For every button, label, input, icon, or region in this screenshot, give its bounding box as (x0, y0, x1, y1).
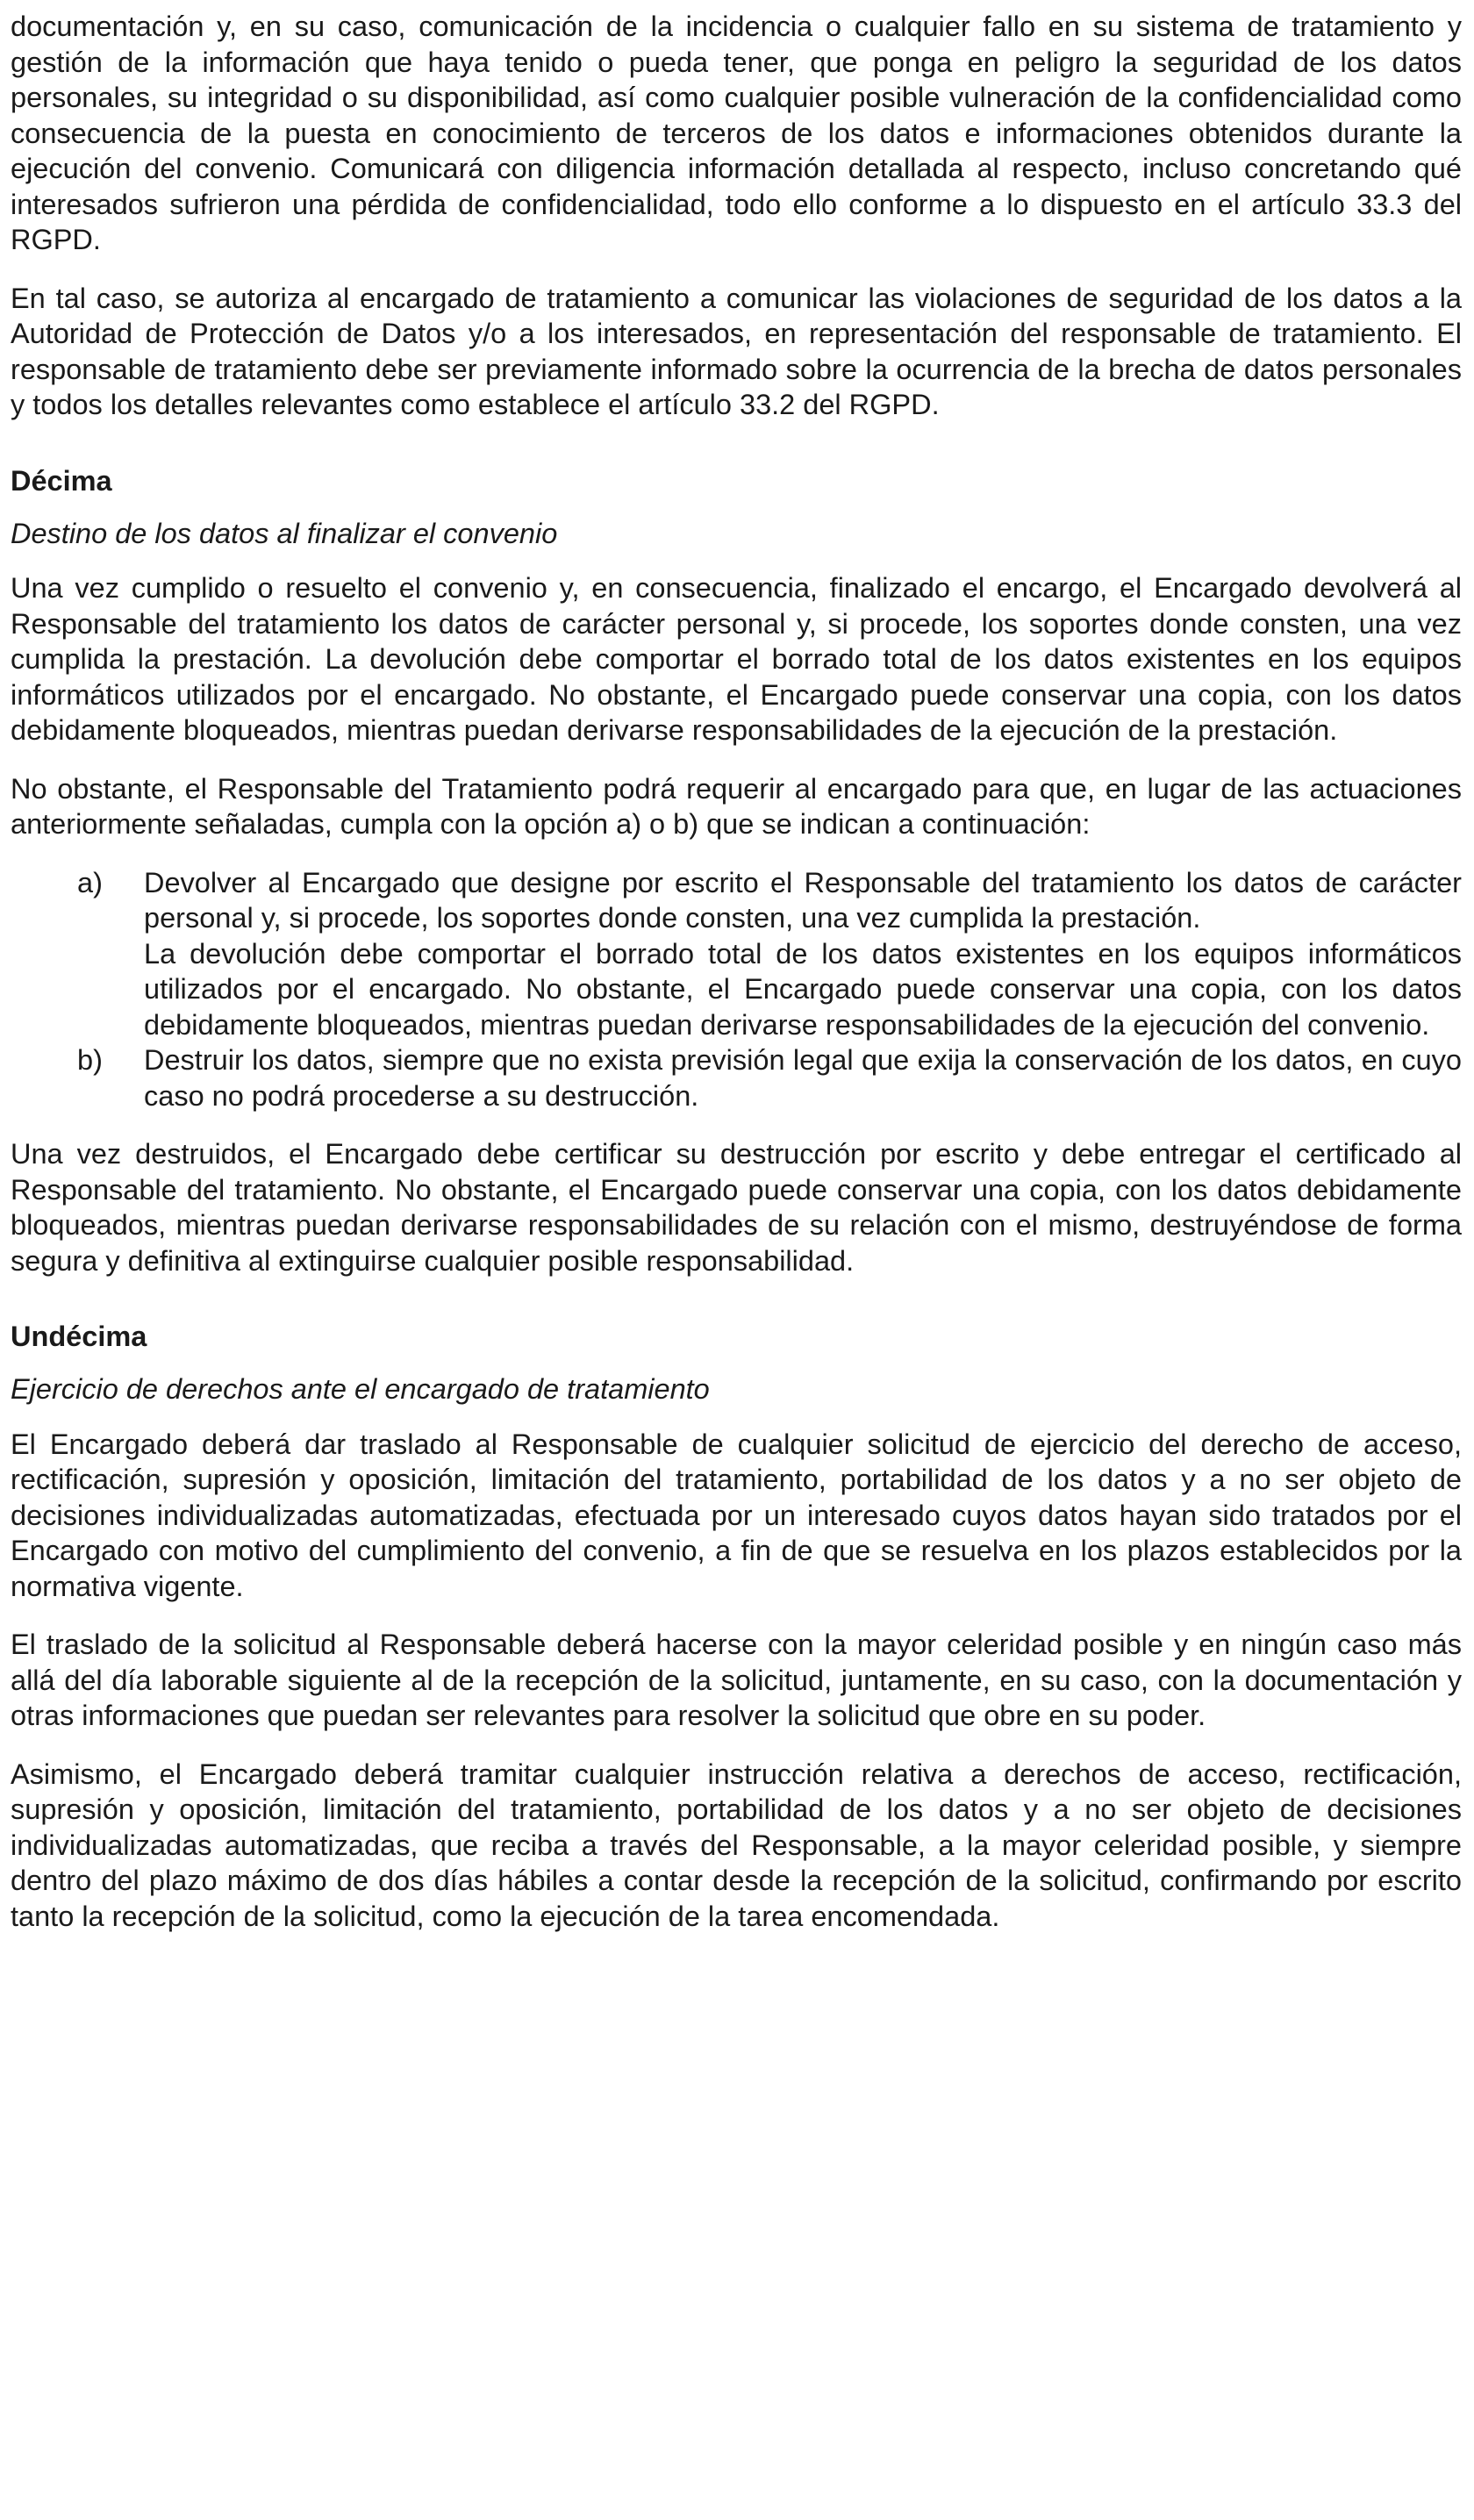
section-heading-undecima: Undécima (11, 1321, 147, 1352)
list-label: b) (77, 1044, 103, 1076)
list-text: La devolución debe comportar el borrado total de los datos existentes en los equipos informáticos utilizados por el encargado. No obstante, el Encargado puede conservar una copia, con los datos debidamente bloqueados, mientras puedan derivarse responsabilidades de la ejecución del convenio. (144, 937, 1462, 1041)
list-text: Devolver al Encargado que designe por escrito el Responsable del tratamiento los datos de carácter personal y, si procede, los soportes donde consten, una vez cumplida la prestación. (144, 866, 1462, 934)
section-subtitle: Ejercicio de derechos ante el encargado de tratamiento (11, 1373, 710, 1405)
paragraph: El traslado de la solicitud al Responsable deberá hacerse con la mayor celeridad posible y en ningún caso más allá del día laborable siguiente al de la recepción de la solicitud, juntamente, en su caso, con la documentación y otras informaciones que puedan ser relevantes para resolver la solicitud que obre en su poder. (11, 1629, 1462, 1731)
paragraph: No obstante, el Responsable del Tratamiento podrá requerir al encargado para que, en lugar de las actuaciones anteriormente señaladas, cumpla con la opción a) o b) que se indican a continuación: (11, 772, 1462, 840)
list-item (11, 1042, 1462, 1113)
section-subtitle: Destino de los datos al finalizar el convenio (11, 517, 558, 549)
paragraph: Asimismo, el Encargado deberá tramitar cualquier instrucción relativa a derechos de acceso, rectificación, supresión y oposición, limitación del tratamiento, portabilidad de los datos y a no ser objeto de decisiones individualizadas automatizadas, que reciba a través del Responsable, a la mayor celeridad posible, y siempre dentro del plazo máximo de dos días hábiles a contar desde la recepción de la solicitud, confirmando por escrito tanto la recepción de la solicitud, como la ejecución de la tarea encomendada. (11, 1758, 1462, 1932)
paragraph: documentación y, en su caso, comunicación de la incidencia o cualquier fallo en su sistema de tratamiento y gestión de la información que haya tenido o pueda tener, que ponga en peligro la seguridad de los datos personales, su integridad o su disponibilidad, así como cualquier posible vulneración de la confidencialidad como consecuencia de la puesta en conocimiento de terceros de los datos e informaciones obtenidos durante la ejecución del convenio. Comunicará con diligencia información detallada al respecto, incluso concretando qué interesados sufrieron una pérdida de confidencialidad, todo ello conforme a lo dispuesto en el artículo 33.3 del RGPD. (11, 11, 1462, 255)
section-heading-decima: Décima (11, 464, 112, 497)
paragraph: En tal caso, se autoriza al encargado de tratamiento a comunicar las violaciones de seguridad de los datos a la Autoridad de Protección de Datos y/o a los interesados, en representación del responsable de tratamiento. El responsable de tratamiento debe ser previamente informado sobre la ocurrencia de la brecha de datos personales y todos los detalles relevantes como establece el artículo 33.2 del RGPD. (11, 282, 1462, 420)
options-list (11, 865, 1462, 1114)
paragraph: El Encargado deberá dar traslado al Responsable de cualquier solicitud de ejercicio del derecho de acceso, rectificación, supresión y oposición, limitación del tratamiento, portabilidad de los datos y a no ser objeto de decisiones individualizadas automatizadas, efectuada por un interesado cuyos datos hayan sido tratados por el Encargado con motivo del cumplimiento del convenio, a fin de que se resuelva en los plazos establecidos por la normativa vigente. (11, 1428, 1462, 1602)
list-item (11, 865, 1462, 1043)
paragraph: Una vez cumplido o resuelto el convenio y, en consecuencia, finalizado el encargo, el Encargado devolverá al Responsable del tratamiento los datos de carácter personal y, si procede, los soportes donde consten, una vez cumplida la prestación. La devolución debe comportar el borrado total de los datos existentes en los equipos informáticos utilizados por el encargado. No obstante, el Encargado puede conservar una copia, con los datos debidamente bloqueados, mientras puedan derivarse responsabilidades de la ejecución de la prestación. (11, 572, 1462, 746)
paragraph: Una vez destruidos, el Encargado debe certificar su destrucción por escrito y debe entregar el certificado al Responsable del tratamiento. No obstante, el Encargado puede conservar una copia, con los datos debidamente bloqueados, mientras puedan derivarse responsabilidades de su relación con el mismo, destruyéndose de forma segura y definitiva al extinguirse cualquier posible responsabilidad. (11, 1138, 1462, 1277)
list-text: Destruir los datos, siempre que no exista previsión legal que exija la conservación de los datos, en cuyo caso no podrá procederse a su destrucción. (144, 1044, 1462, 1112)
document-page (11, 9, 1462, 1957)
list-label: a) (77, 866, 103, 898)
